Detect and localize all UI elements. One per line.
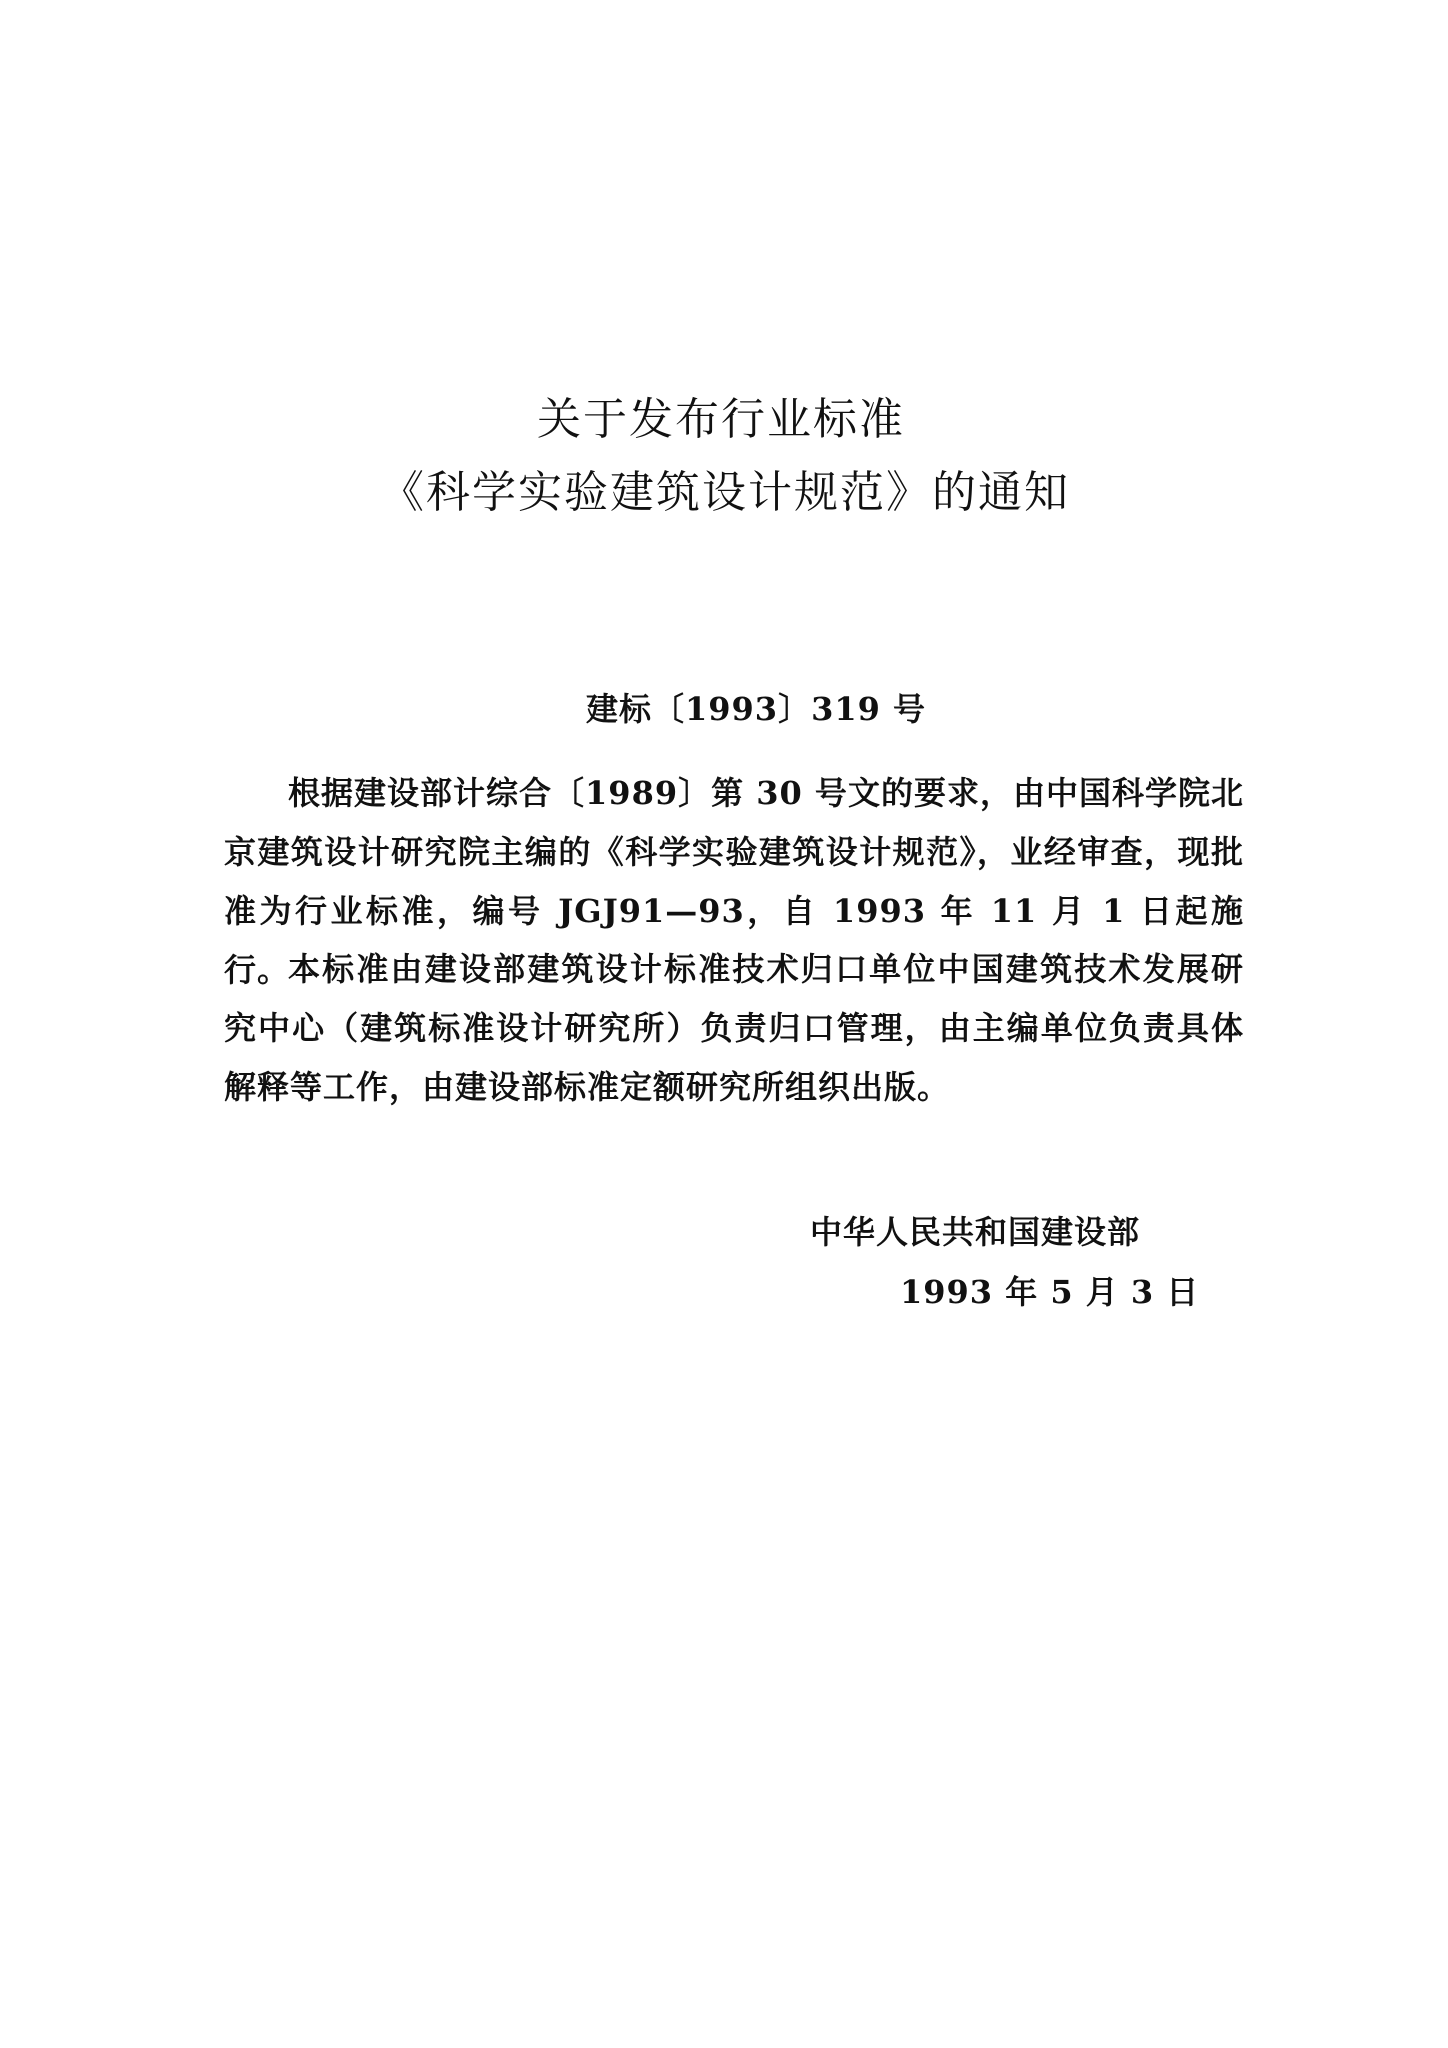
notice-title-line-1: 关于发布行业标准 <box>537 394 905 445</box>
document-number: 建标〔1993〕319 号 <box>586 690 927 728</box>
body-paragraph-2 <box>224 940 1244 1117</box>
paragraph-text: 根据建设部计综合〔1989〕第 30 号文的要求，由中国科学院北京建筑设计研究院主编的《科学实验建筑设计规范》，业经审查，现批准为行业标准，编号 JGJ91—93，自 1993 年 11 月 1 日起施行。 <box>224 774 1244 989</box>
issue-date: 1993 年 5 月 3 日 <box>900 1273 1200 1311</box>
paragraph-text: 本标准由建设部建筑设计标准技术归口单位中国建筑技术发展研究中心（建筑标准设计研究所）负责归口管理，由主编单位负责具体解释等工作，由建设部标准定额研究所组织出版。 <box>224 950 1244 1106</box>
notice-title-line-2: 《科学实验建筑设计规范》的通知 <box>380 467 1070 518</box>
issuing-authority: 中华人民共和国建设部 <box>810 1213 1141 1251</box>
